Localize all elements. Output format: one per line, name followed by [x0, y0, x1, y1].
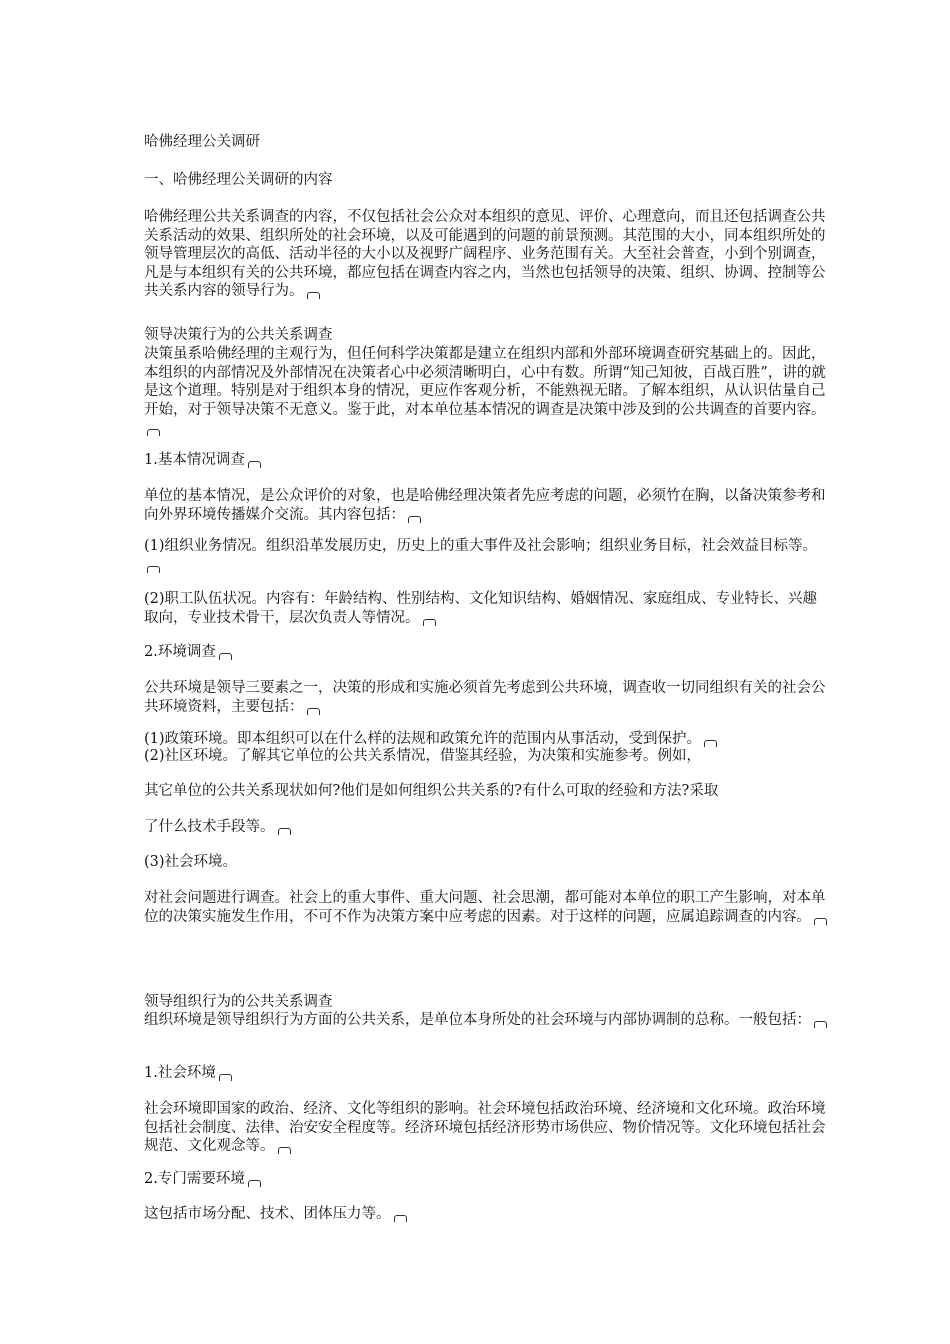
paragraph-mark-icon [248, 1180, 261, 1187]
item-heading: 2.环境调查 [144, 643, 830, 662]
paragraph-mark-icon [147, 566, 160, 573]
subsection-heading: 领导组织行为的公共关系调查 [144, 994, 333, 1010]
paragraph: 了什么技术手段等。 [144, 818, 830, 837]
paragraph-mark-icon [814, 1021, 827, 1028]
paragraph: 单位的基本情况，是公众评价的对象，也是哈佛经理决策者先应考虑的问题，必须竹在胸，以备决策参考和向外界环境传播媒介交流。其内容包括： [144, 488, 826, 523]
paragraph: 其它单位的公共关系现状如何?他们是如何组织公共关系的?有什么可取的经验和方法?采取 [144, 783, 719, 799]
list-item: (2)社区环境。了解其它单位的公共关系情况，借鉴其经验，为决策和实施参考。例如， [144, 748, 702, 764]
list-item: (1)组织业务情况。组织沿革发展历史，历史上的重大事件及社会影响；组织业务目标，社会效益目标等。 [144, 537, 830, 574]
paragraph: 哈佛经理公共关系调查的内容，不仅包括社会公众对本组织的意见、评价、心理意向，而且还包括调查公共关系活动的效果、组织所处的社会环境，以及可能遇到的问题的前景预测。其范围的大小，同本组织所处的领导管理层次的高低、活动半径的大小以及视野广阔程序、业务范围有关。大至社会普查，小到个别调查，凡是与本组织有关的公共环境，都应包括在调查内容之内，当然也包括领导的决策、组织、协调、控制等公共关系内容的领导行为。 [144, 209, 826, 300]
document-title: 哈佛经理公关调研 [144, 134, 260, 150]
list-item: (3)社会环境。 [144, 854, 238, 870]
paragraph: 组织环境是领导组织行为方面的公共关系，是单位本身所处的社会环境与内部协调制的总称。一般包括： [144, 1011, 830, 1030]
subsection-heading: 领导决策行为的公共关系调查 [144, 327, 333, 343]
paragraph-mark-icon [408, 516, 421, 523]
paragraph-mark-icon [394, 1215, 407, 1222]
paragraph-mark-icon [704, 740, 717, 747]
paragraph: 社会环境即国家的政治、经济、文化等组织的影响。社会环境包括政治环境、经济境和文化环境。政治环境包括社会制度、法律、治安安全程度等。经济环境包括经济形势市场供应、物价情况等。文化环境包括社会规范、文化观念等。 [144, 1101, 826, 1155]
paragraph-mark-icon [278, 828, 291, 835]
item-heading: 1.社会环境 [144, 1064, 830, 1083]
item-heading: 1.基本情况调查 [144, 451, 830, 470]
paragraph-mark-icon [307, 708, 320, 715]
paragraph-mark-icon [814, 918, 827, 925]
paragraph: 公共环境是领导三要素之一，决策的形成和实施必须首先考虑到公共环境，调查收一切同组织有关的社会公共环境资料，主要包括： [144, 680, 826, 715]
paragraph-mark-icon [307, 292, 320, 299]
item-heading: 2.专门需要环境 [144, 1170, 830, 1189]
section-heading: 一、哈佛经理公关调研的内容 [144, 172, 333, 188]
paragraph: 决策虽系哈佛经理的主观行为，但任何科学决策都是建立在组织内部和外部环境调查研究基础上的。因此，本组织的内部情况及外部情况在决策者心中必须清晰明白，心中有数。所谓“知己知彼，百战百胜”，讲的就是这个道理。特别是对于组织本身的情况，更应作客观分析，不能熟视无睹。了解本组织，从认识估量自己开始，对于领导决策不无意义。鉴于此，对本单位基本情况的调查是决策中涉及到的公共调查的首要内容。 [144, 345, 830, 438]
paragraph-mark-icon [423, 619, 436, 626]
paragraph-mark-icon [147, 429, 160, 436]
paragraph-mark-icon [278, 1147, 291, 1154]
paragraph: 对社会问题进行调查。社会上的重大事件、重大问题、社会思潮，都可能对本单位的职工产生影响，对本单位的决策实施发生作用，不可不作为决策方案中应考虑的因素。对于这样的问题，应属追踪调查的内容。 [144, 890, 826, 925]
paragraph: 这包括市场分配、技术、团体压力等。 [144, 1205, 830, 1224]
paragraph-mark-icon [219, 653, 232, 660]
paragraph-mark-icon [248, 461, 261, 468]
list-item: (1)政策环境。即本组织可以在什么样的法规和政策允许的范围内从事活动，受到保护。 [144, 730, 830, 749]
list-item: (2)职工队伍状况。内容有：年龄结构、性别结构、文化知识结构、婚姻情况、家庭组成、专业特长、兴趣取向，专业技术骨干，层次负责人等情况。 [144, 591, 818, 626]
paragraph-mark-icon [219, 1074, 232, 1081]
